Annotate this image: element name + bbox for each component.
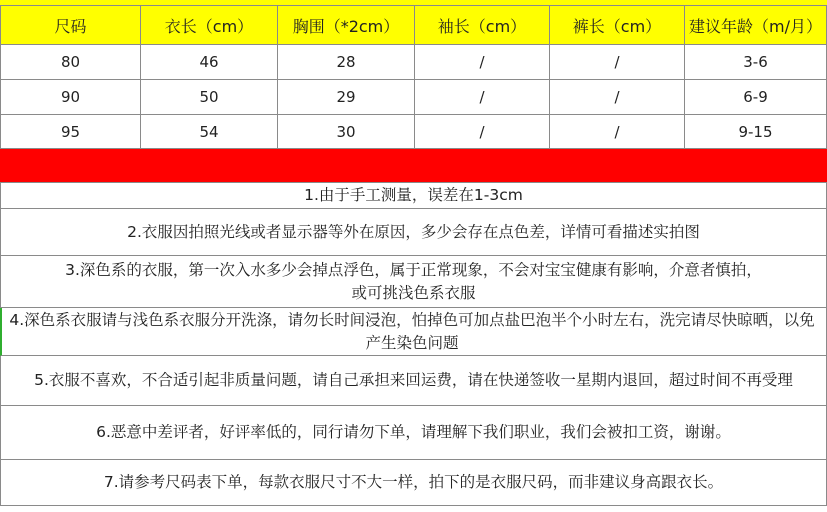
cell-size: 90 [0,80,141,115]
cell-chest: 30 [278,115,415,149]
cell-sleeve: / [415,80,550,115]
table-row [0,115,827,149]
red-divider-bar [0,149,827,183]
note-5: 5.衣服不喜欢，不合适引起非质量问题，请自己承担来回运费，请在快递签收一星期内退回，超过时间不再受理 [0,356,827,406]
cell-age: 9-15 [685,115,827,149]
table-row [0,45,827,80]
note-4: 4.深色系衣服请与浅色系衣服分开洗涤，请勿长时间浸泡，怕掉色可加点盐巴泡半个小时左右，洗完请尽快晾晒，以免产生染色问题 [0,308,827,356]
cell-size: 80 [0,45,141,80]
cell-age: 3-6 [685,45,827,80]
note-1: 1.由于手工测量，误差在1-3cm [0,183,827,209]
note-3: 3.深色系的衣服，第一次入水多少会掉点浮色，属于正常现象，不会对宝宝健康有影响，介意者慎拍，或可挑浅色系衣服 [0,256,827,308]
cell-age: 6-9 [685,80,827,115]
header-sleeve: 袖长（cm） [415,6,550,45]
note-6: 6.恶意中差评者，好评率低的，同行请勿下单，请理解下我们职业，我们会被扣工资，谢谢。 [0,406,827,460]
cell-length: 46 [141,45,278,80]
cell-sleeve: / [415,115,550,149]
table-row [0,80,827,115]
note-2: 2.衣服因拍照光线或者显示器等外在原因，多少会存在点色差，详情可看描述实拍图 [0,209,827,256]
cell-length: 50 [141,80,278,115]
header-chest: 胸围（*2cm） [278,6,415,45]
cell-pants: / [550,115,685,149]
note-7: 7.请参考尺码表下单，每款衣服尺寸不大一样，拍下的是衣服尺码，而非建议身高跟衣长。 [0,460,827,506]
cell-chest: 29 [278,80,415,115]
cell-pants: / [550,45,685,80]
header-pants: 裤长（cm） [550,6,685,45]
header-size: 尺码 [0,6,141,45]
cell-chest: 28 [278,45,415,80]
cell-pants: / [550,80,685,115]
header-length: 衣长（cm） [141,6,278,45]
cell-size: 95 [0,115,141,149]
table-header-row [0,6,827,45]
cell-length: 54 [141,115,278,149]
header-age: 建议年龄（m/月） [685,6,827,45]
cell-sleeve: / [415,45,550,80]
